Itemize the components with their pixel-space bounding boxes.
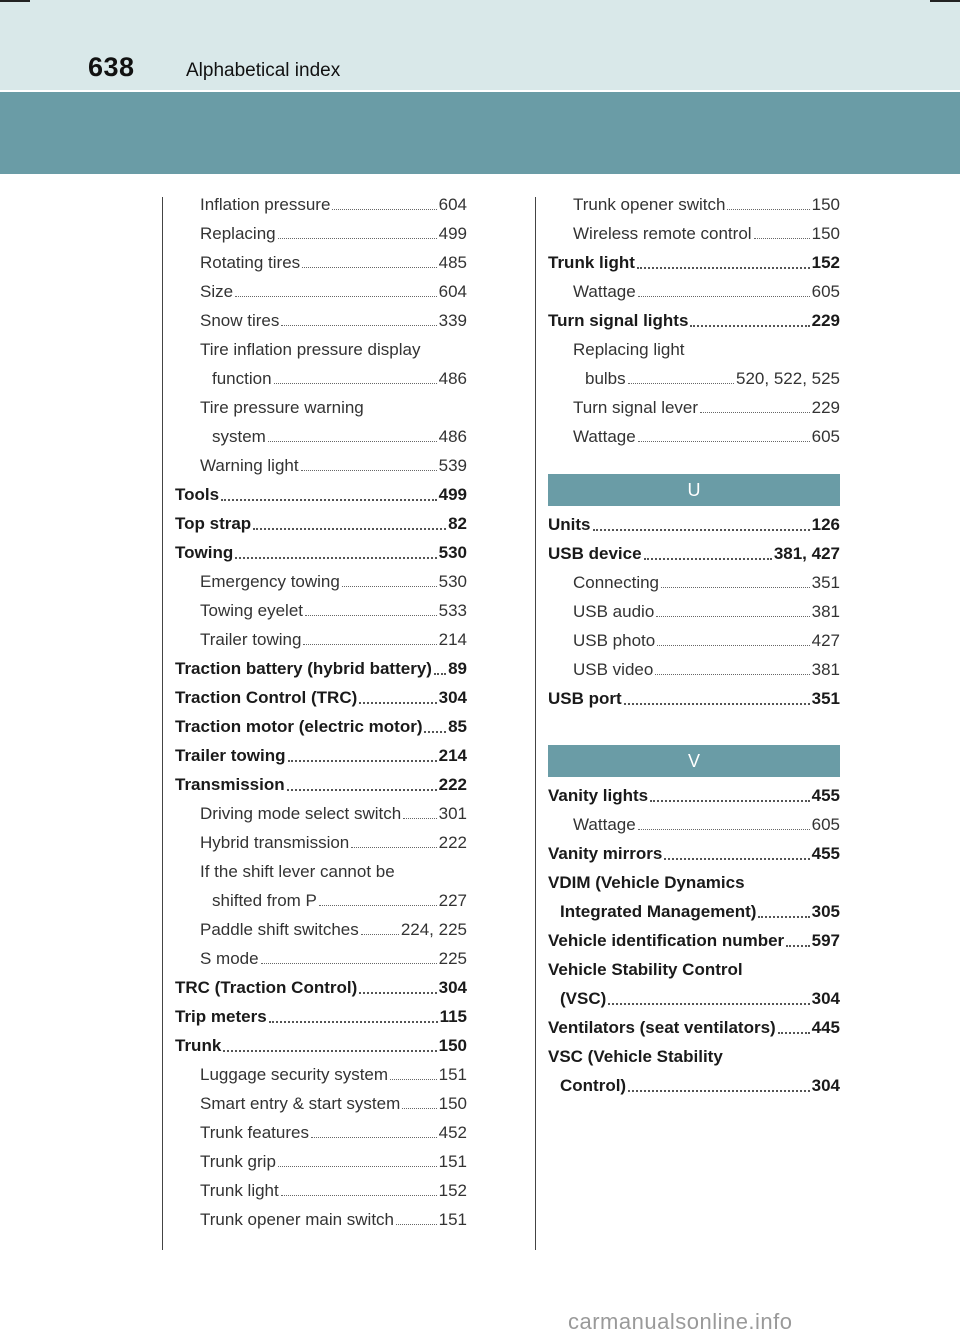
dot-leader <box>359 992 436 994</box>
dot-leader <box>628 1090 810 1092</box>
index-entry <box>548 1012 840 1041</box>
index-entry <box>175 218 467 247</box>
entry-page-ref[interactable]: 381, 427 <box>773 544 840 563</box>
entry-label: Tire inflation pressure display <box>200 340 421 359</box>
entry-label: Tools <box>175 485 220 504</box>
dot-leader <box>758 916 809 918</box>
dot-leader <box>235 557 436 559</box>
entry-label: Trunk light <box>548 253 635 272</box>
entry-page-ref[interactable]: 533 <box>438 601 467 620</box>
index-entry <box>175 682 467 711</box>
index-entry-heading <box>175 392 467 421</box>
index-entry <box>548 363 840 392</box>
dot-leader <box>269 1021 438 1023</box>
index-entry <box>548 1070 840 1099</box>
entry-page-ref[interactable]: 351 <box>811 573 840 592</box>
entry-page-ref[interactable]: 304 <box>811 989 840 1008</box>
entry-page-ref[interactable]: 229 <box>811 398 840 417</box>
t-continued-entries <box>548 189 840 450</box>
entry-page-ref[interactable]: 151 <box>438 1065 467 1084</box>
header-top-band <box>0 0 960 92</box>
index-entry-heading <box>548 867 840 896</box>
index-entry <box>175 450 467 479</box>
index-entry <box>175 624 467 653</box>
entry-page-ref[interactable]: 485 <box>438 253 467 272</box>
entry-page-ref[interactable]: 530 <box>438 572 467 591</box>
dot-leader <box>690 325 809 327</box>
entry-label: Towing eyelet <box>200 601 304 620</box>
index-entry-heading <box>548 334 840 363</box>
entry-label: Wireless remote control <box>573 224 752 243</box>
entry-label: Turn signal lights <box>548 311 689 330</box>
index-entry <box>548 276 840 305</box>
dot-leader <box>650 800 809 802</box>
entry-label: Smart entry & start system <box>200 1094 401 1113</box>
index-entry <box>548 538 840 567</box>
dot-leader <box>359 702 436 704</box>
section-u-entries <box>548 509 840 712</box>
index-entry <box>548 509 840 538</box>
dot-leader <box>342 586 437 587</box>
entry-label: Paddle shift switches <box>200 920 359 939</box>
entry-page-ref[interactable]: 520, 522, 525 <box>736 369 840 388</box>
index-entry <box>548 838 840 867</box>
left-column-rule <box>162 197 163 1250</box>
index-entry <box>175 1030 467 1059</box>
entry-label: Top strap <box>175 514 252 533</box>
index-entry <box>175 740 467 769</box>
index-entry <box>548 809 840 838</box>
dot-leader <box>351 847 436 848</box>
entry-page-ref[interactable]: 381 <box>811 660 840 679</box>
entry-label: VDIM (Vehicle Dynamics <box>548 873 745 892</box>
entry-label: Rotating tires <box>200 253 301 272</box>
index-entry <box>175 276 467 305</box>
entry-page-ref[interactable]: 452 <box>438 1123 467 1142</box>
entry-label: shifted from P <box>212 891 317 910</box>
entry-label: Units <box>548 515 591 534</box>
index-entry <box>175 769 467 798</box>
entry-page-ref[interactable]: 304 <box>811 1076 840 1095</box>
entry-page-ref[interactable]: 152 <box>811 253 840 272</box>
entry-label: Connecting <box>573 573 660 592</box>
crop-mark-right <box>930 0 960 2</box>
dot-leader <box>624 703 810 705</box>
entry-label: S mode <box>200 949 259 968</box>
entry-label: Trunk light <box>200 1181 279 1200</box>
entry-label: Replacing light <box>573 340 685 359</box>
dot-leader <box>361 934 399 935</box>
entry-label: Vanity mirrors <box>548 844 663 863</box>
entry-page-ref[interactable]: 499 <box>438 485 467 504</box>
section-header-u: U <box>548 474 840 506</box>
entry-page-ref[interactable]: 224, 225 <box>400 920 467 939</box>
dot-leader <box>700 412 810 413</box>
entry-label: Trailer towing <box>200 630 302 649</box>
entry-page-ref[interactable]: 604 <box>438 282 467 301</box>
dot-leader <box>319 905 437 906</box>
entry-page-ref[interactable]: 427 <box>811 631 840 650</box>
index-entry <box>175 711 467 740</box>
dot-leader <box>786 945 809 947</box>
entry-label: bulbs <box>585 369 626 388</box>
entry-page-ref[interactable]: 304 <box>438 688 467 707</box>
index-entry <box>175 885 467 914</box>
entry-page-ref[interactable]: 214 <box>438 746 467 765</box>
crop-mark-left <box>0 0 30 2</box>
index-column-right <box>548 189 840 1099</box>
entry-label: Trunk grip <box>200 1152 276 1171</box>
page-number: 638 <box>88 52 135 82</box>
dot-leader <box>754 238 810 239</box>
entry-label: Size <box>200 282 234 301</box>
index-entry <box>548 780 840 809</box>
entry-page-ref[interactable]: 381 <box>811 602 840 621</box>
dot-leader <box>593 529 810 531</box>
entry-label: Traction Control (TRC) <box>175 688 358 707</box>
watermark: carmanualsonline.info <box>568 1309 793 1334</box>
entry-label: Turn signal lever <box>573 398 699 417</box>
dot-leader <box>301 470 437 471</box>
entry-page-ref[interactable]: 604 <box>438 195 467 214</box>
dot-leader <box>278 238 437 239</box>
dot-leader <box>390 1079 437 1080</box>
index-entry <box>175 1175 467 1204</box>
dot-leader <box>281 1195 437 1196</box>
entry-label: Hybrid transmission <box>200 833 350 852</box>
entry-label: Snow tires <box>200 311 280 330</box>
index-entry <box>175 537 467 566</box>
entry-page-ref[interactable]: 605 <box>811 815 840 834</box>
entry-label: USB video <box>573 660 654 679</box>
index-entry <box>175 972 467 1001</box>
dot-leader <box>657 645 809 646</box>
index-entry <box>175 914 467 943</box>
entry-label: Trunk features <box>200 1123 309 1142</box>
index-entry <box>175 827 467 856</box>
index-entry-heading <box>175 334 467 363</box>
dot-leader <box>727 209 809 210</box>
index-entry <box>548 189 840 218</box>
dot-leader <box>311 1137 437 1138</box>
dot-leader <box>628 383 734 384</box>
index-entry <box>175 595 467 624</box>
entry-label: (VSC) <box>560 989 607 1008</box>
index-entry <box>548 247 840 276</box>
dot-leader <box>332 209 436 210</box>
dot-leader <box>261 963 437 964</box>
entry-label: USB audio <box>573 602 655 621</box>
dot-leader <box>396 1224 437 1225</box>
entry-page-ref[interactable]: 82 <box>448 514 467 533</box>
entry-page-ref[interactable]: 227 <box>438 891 467 910</box>
entry-label: Transmission <box>175 775 285 794</box>
dot-leader <box>278 1166 437 1167</box>
entry-label: Wattage <box>573 427 636 446</box>
entry-page-ref[interactable]: 304 <box>438 978 467 997</box>
entry-page-ref[interactable]: 486 <box>438 369 467 388</box>
entry-label: Towing <box>175 543 234 562</box>
entry-label: Integrated Management) <box>560 902 757 921</box>
dot-leader <box>638 829 810 830</box>
entry-label: USB device <box>548 544 642 563</box>
entry-label: If the shift lever cannot be <box>200 862 395 881</box>
dot-leader <box>288 760 437 762</box>
entry-label: function <box>212 369 272 388</box>
entry-label: Emergency towing <box>200 572 340 591</box>
entry-page-ref[interactable]: 89 <box>448 659 467 678</box>
entry-page-ref[interactable]: 486 <box>438 427 467 446</box>
entry-label: Inflation pressure <box>200 195 331 214</box>
entry-page-ref[interactable]: 222 <box>438 833 467 852</box>
entry-page-ref[interactable]: 455 <box>811 844 840 863</box>
index-entry <box>175 1117 467 1146</box>
entry-page-ref[interactable]: 85 <box>448 717 467 736</box>
entry-page-ref[interactable]: 150 <box>811 224 840 243</box>
entry-page-ref[interactable]: 225 <box>438 949 467 968</box>
entry-page-ref[interactable]: 301 <box>438 804 467 823</box>
dot-leader <box>221 499 437 501</box>
index-entry <box>548 305 840 334</box>
index-entry-heading <box>175 856 467 885</box>
dot-leader <box>778 1032 810 1034</box>
index-entry <box>548 896 840 925</box>
index-entry <box>175 363 467 392</box>
index-entry <box>548 421 840 450</box>
entry-page-ref[interactable]: 445 <box>811 1018 840 1037</box>
entry-label: Warning light <box>200 456 299 475</box>
entry-page-ref[interactable]: 305 <box>811 902 840 921</box>
index-entry <box>175 1059 467 1088</box>
index-entry <box>548 654 840 683</box>
entry-label: Vanity lights <box>548 786 649 805</box>
dot-leader <box>644 558 772 560</box>
index-entry <box>175 247 467 276</box>
header-color-band <box>0 92 960 174</box>
index-entry <box>548 625 840 654</box>
entry-page-ref[interactable]: 150 <box>438 1036 467 1055</box>
entry-label: Trunk opener main switch <box>200 1210 395 1229</box>
index-entry-heading <box>548 1041 840 1070</box>
dot-leader <box>305 615 437 616</box>
index-entry <box>175 653 467 682</box>
entry-label: VSC (Vehicle Stability <box>548 1047 723 1066</box>
entry-label: system <box>212 427 266 446</box>
dot-leader <box>434 673 446 675</box>
section-v-entries <box>548 780 840 1099</box>
dot-leader <box>608 1003 809 1005</box>
dot-leader <box>664 858 809 860</box>
index-entry <box>548 983 840 1012</box>
index-entry <box>175 421 467 450</box>
entry-page-ref[interactable]: 150 <box>438 1094 467 1113</box>
entry-page-ref[interactable]: 605 <box>811 427 840 446</box>
index-entry <box>175 798 467 827</box>
entry-label: Trunk opener switch <box>573 195 726 214</box>
index-entry <box>175 189 467 218</box>
dot-leader <box>274 383 437 384</box>
entry-page-ref[interactable]: 126 <box>811 515 840 534</box>
dot-leader <box>303 644 436 645</box>
entry-page-ref[interactable]: 539 <box>438 456 467 475</box>
index-entry <box>548 218 840 247</box>
index-entry <box>175 943 467 972</box>
entry-page-ref[interactable]: 152 <box>438 1181 467 1200</box>
dot-leader <box>637 267 810 269</box>
entry-label: Vehicle Stability Control <box>548 960 743 979</box>
entry-label: USB photo <box>573 631 656 650</box>
entry-label: Vehicle identification number <box>548 931 785 950</box>
index-entry <box>175 1204 467 1233</box>
entry-page-ref[interactable]: 530 <box>438 543 467 562</box>
entry-page-ref[interactable]: 605 <box>811 282 840 301</box>
right-column-rule <box>535 197 536 1250</box>
dot-leader <box>403 818 436 819</box>
entry-label: Trailer towing <box>175 746 286 765</box>
section-header-v: V <box>548 745 840 777</box>
dot-leader <box>655 674 809 675</box>
index-entry <box>548 683 840 712</box>
entry-label: Replacing <box>200 224 276 243</box>
dot-leader <box>638 441 810 442</box>
index-entry <box>175 1001 467 1030</box>
entry-label: Traction battery (hybrid battery) <box>175 659 432 678</box>
entry-label: Trunk <box>175 1036 222 1055</box>
index-entry <box>175 1088 467 1117</box>
entry-label: Ventilators (seat ventilators) <box>548 1018 776 1037</box>
page-title: Alphabetical index <box>186 60 341 81</box>
entry-page-ref[interactable]: 339 <box>438 311 467 330</box>
dot-leader <box>223 1050 436 1052</box>
entry-label: Wattage <box>573 282 636 301</box>
entry-label: Tire pressure warning <box>200 398 364 417</box>
index-entry-heading <box>548 954 840 983</box>
dot-leader <box>424 731 446 733</box>
entry-label: Luggage security system <box>200 1065 389 1084</box>
entry-page-ref[interactable]: 214 <box>438 630 467 649</box>
index-column-left <box>175 189 467 1233</box>
index-entry <box>175 1146 467 1175</box>
dot-leader <box>402 1108 436 1109</box>
dot-leader <box>302 267 436 268</box>
index-entry <box>175 508 467 537</box>
index-entry <box>175 479 467 508</box>
entry-page-ref[interactable]: 151 <box>438 1210 467 1229</box>
dot-leader <box>253 528 446 530</box>
dot-leader <box>287 789 437 791</box>
entry-page-ref[interactable]: 115 <box>439 1007 467 1026</box>
entry-page-ref[interactable]: 499 <box>438 224 467 243</box>
entry-page-ref[interactable]: 351 <box>811 689 840 708</box>
index-entry <box>548 567 840 596</box>
entry-page-ref[interactable]: 597 <box>811 931 840 950</box>
dot-leader <box>661 587 810 588</box>
dot-leader <box>638 296 810 297</box>
entry-label: USB port <box>548 689 622 708</box>
entry-label: Wattage <box>573 815 636 834</box>
index-entry <box>175 305 467 334</box>
index-entry <box>175 566 467 595</box>
entry-label: Control) <box>560 1076 627 1095</box>
entry-label: Trip meters <box>175 1007 267 1026</box>
dot-leader <box>268 441 437 442</box>
dot-leader <box>235 296 437 297</box>
dot-leader <box>281 325 436 326</box>
entry-page-ref[interactable]: 151 <box>438 1152 467 1171</box>
entry-page-ref[interactable]: 229 <box>811 311 840 330</box>
entry-label: TRC (Traction Control) <box>175 978 358 997</box>
entry-label: Driving mode select switch <box>200 804 402 823</box>
entry-page-ref[interactable]: 455 <box>811 786 840 805</box>
index-entry <box>548 925 840 954</box>
entry-label: Traction motor (electric motor) <box>175 717 423 736</box>
entry-page-ref[interactable]: 150 <box>811 195 840 214</box>
entry-page-ref[interactable]: 222 <box>438 775 467 794</box>
dot-leader <box>656 616 809 617</box>
index-entry <box>548 596 840 625</box>
index-entry <box>548 392 840 421</box>
